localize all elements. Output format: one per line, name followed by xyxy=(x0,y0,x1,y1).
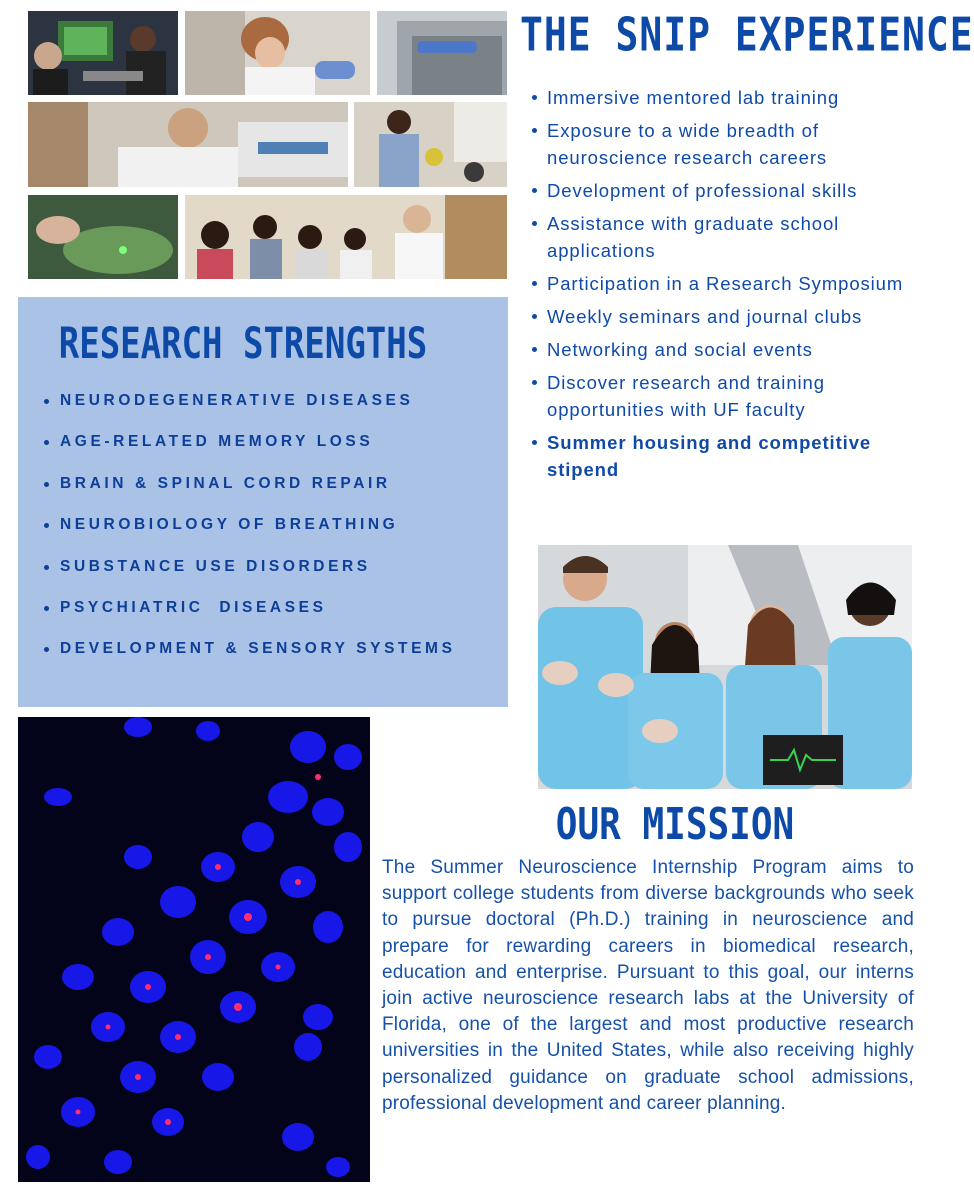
photo-group-lab xyxy=(185,195,507,279)
research-strengths-list xyxy=(44,390,504,680)
photo-interns-group xyxy=(538,545,912,789)
list-item: BRAIN & SPINAL CORD REPAIR xyxy=(44,473,504,514)
photo-tissue-dish xyxy=(28,195,178,279)
list-item: Summer housing and competitive stipend xyxy=(528,429,920,483)
snip-experience-list xyxy=(528,84,920,489)
list-item: Participation in a Research Symposium xyxy=(528,270,920,297)
list-item: PSYCHIATRIC DISEASES xyxy=(44,597,504,638)
list-item: Development of professional skills xyxy=(528,177,920,204)
list-item: NEURODEGENERATIVE DISEASES xyxy=(44,390,504,431)
snip-experience-title: THE SNIP EXPERIENCE xyxy=(520,8,974,62)
photo-microscopy-cells xyxy=(18,717,370,1182)
photo-incubator xyxy=(377,11,507,95)
photo-scientist-microscope xyxy=(28,102,348,187)
photo-lab-computer xyxy=(28,11,178,95)
list-item: Discover research and training opportunities with UF faculty xyxy=(528,369,920,423)
list-item: Networking and social events xyxy=(528,336,920,363)
research-strengths-title: RESEARCH STRENGTHS xyxy=(58,319,428,369)
list-item: Immersive mentored lab training xyxy=(528,84,920,111)
photo-researcher-pipette xyxy=(185,11,370,95)
list-item: Weekly seminars and journal clubs xyxy=(528,303,920,330)
list-item: Assistance with graduate school applications xyxy=(528,210,920,264)
list-item: NEUROBIOLOGY OF BREATHING xyxy=(44,514,504,555)
list-item: DEVELOPMENT & SENSORY SYSTEMS xyxy=(44,638,504,679)
list-item: Exposure to a wide breadth of neuroscience research careers xyxy=(528,117,920,171)
our-mission-text: The Summer Neuroscience Internship Program aims to support college students from diverse backgrounds who seek to pursue doctoral (Ph.D.) training in neuroscience and prepare for rewarding careers in biomedical research, education and enterprise. Pursuant to this goal, our interns join active neuroscience research labs at the University of Florida, one of the largest and most productive research universities in the United States, while also receiving highly personalized guidance on graduate school admissions, professional development and career planning. xyxy=(382,857,914,1114)
research-strengths-panel xyxy=(18,297,508,707)
list-item: SUBSTANCE USE DISORDERS xyxy=(44,556,504,597)
photo-presenter xyxy=(354,102,507,187)
our-mission-title: OUR MISSION xyxy=(555,800,795,851)
list-item: AGE-RELATED MEMORY LOSS xyxy=(44,431,504,472)
